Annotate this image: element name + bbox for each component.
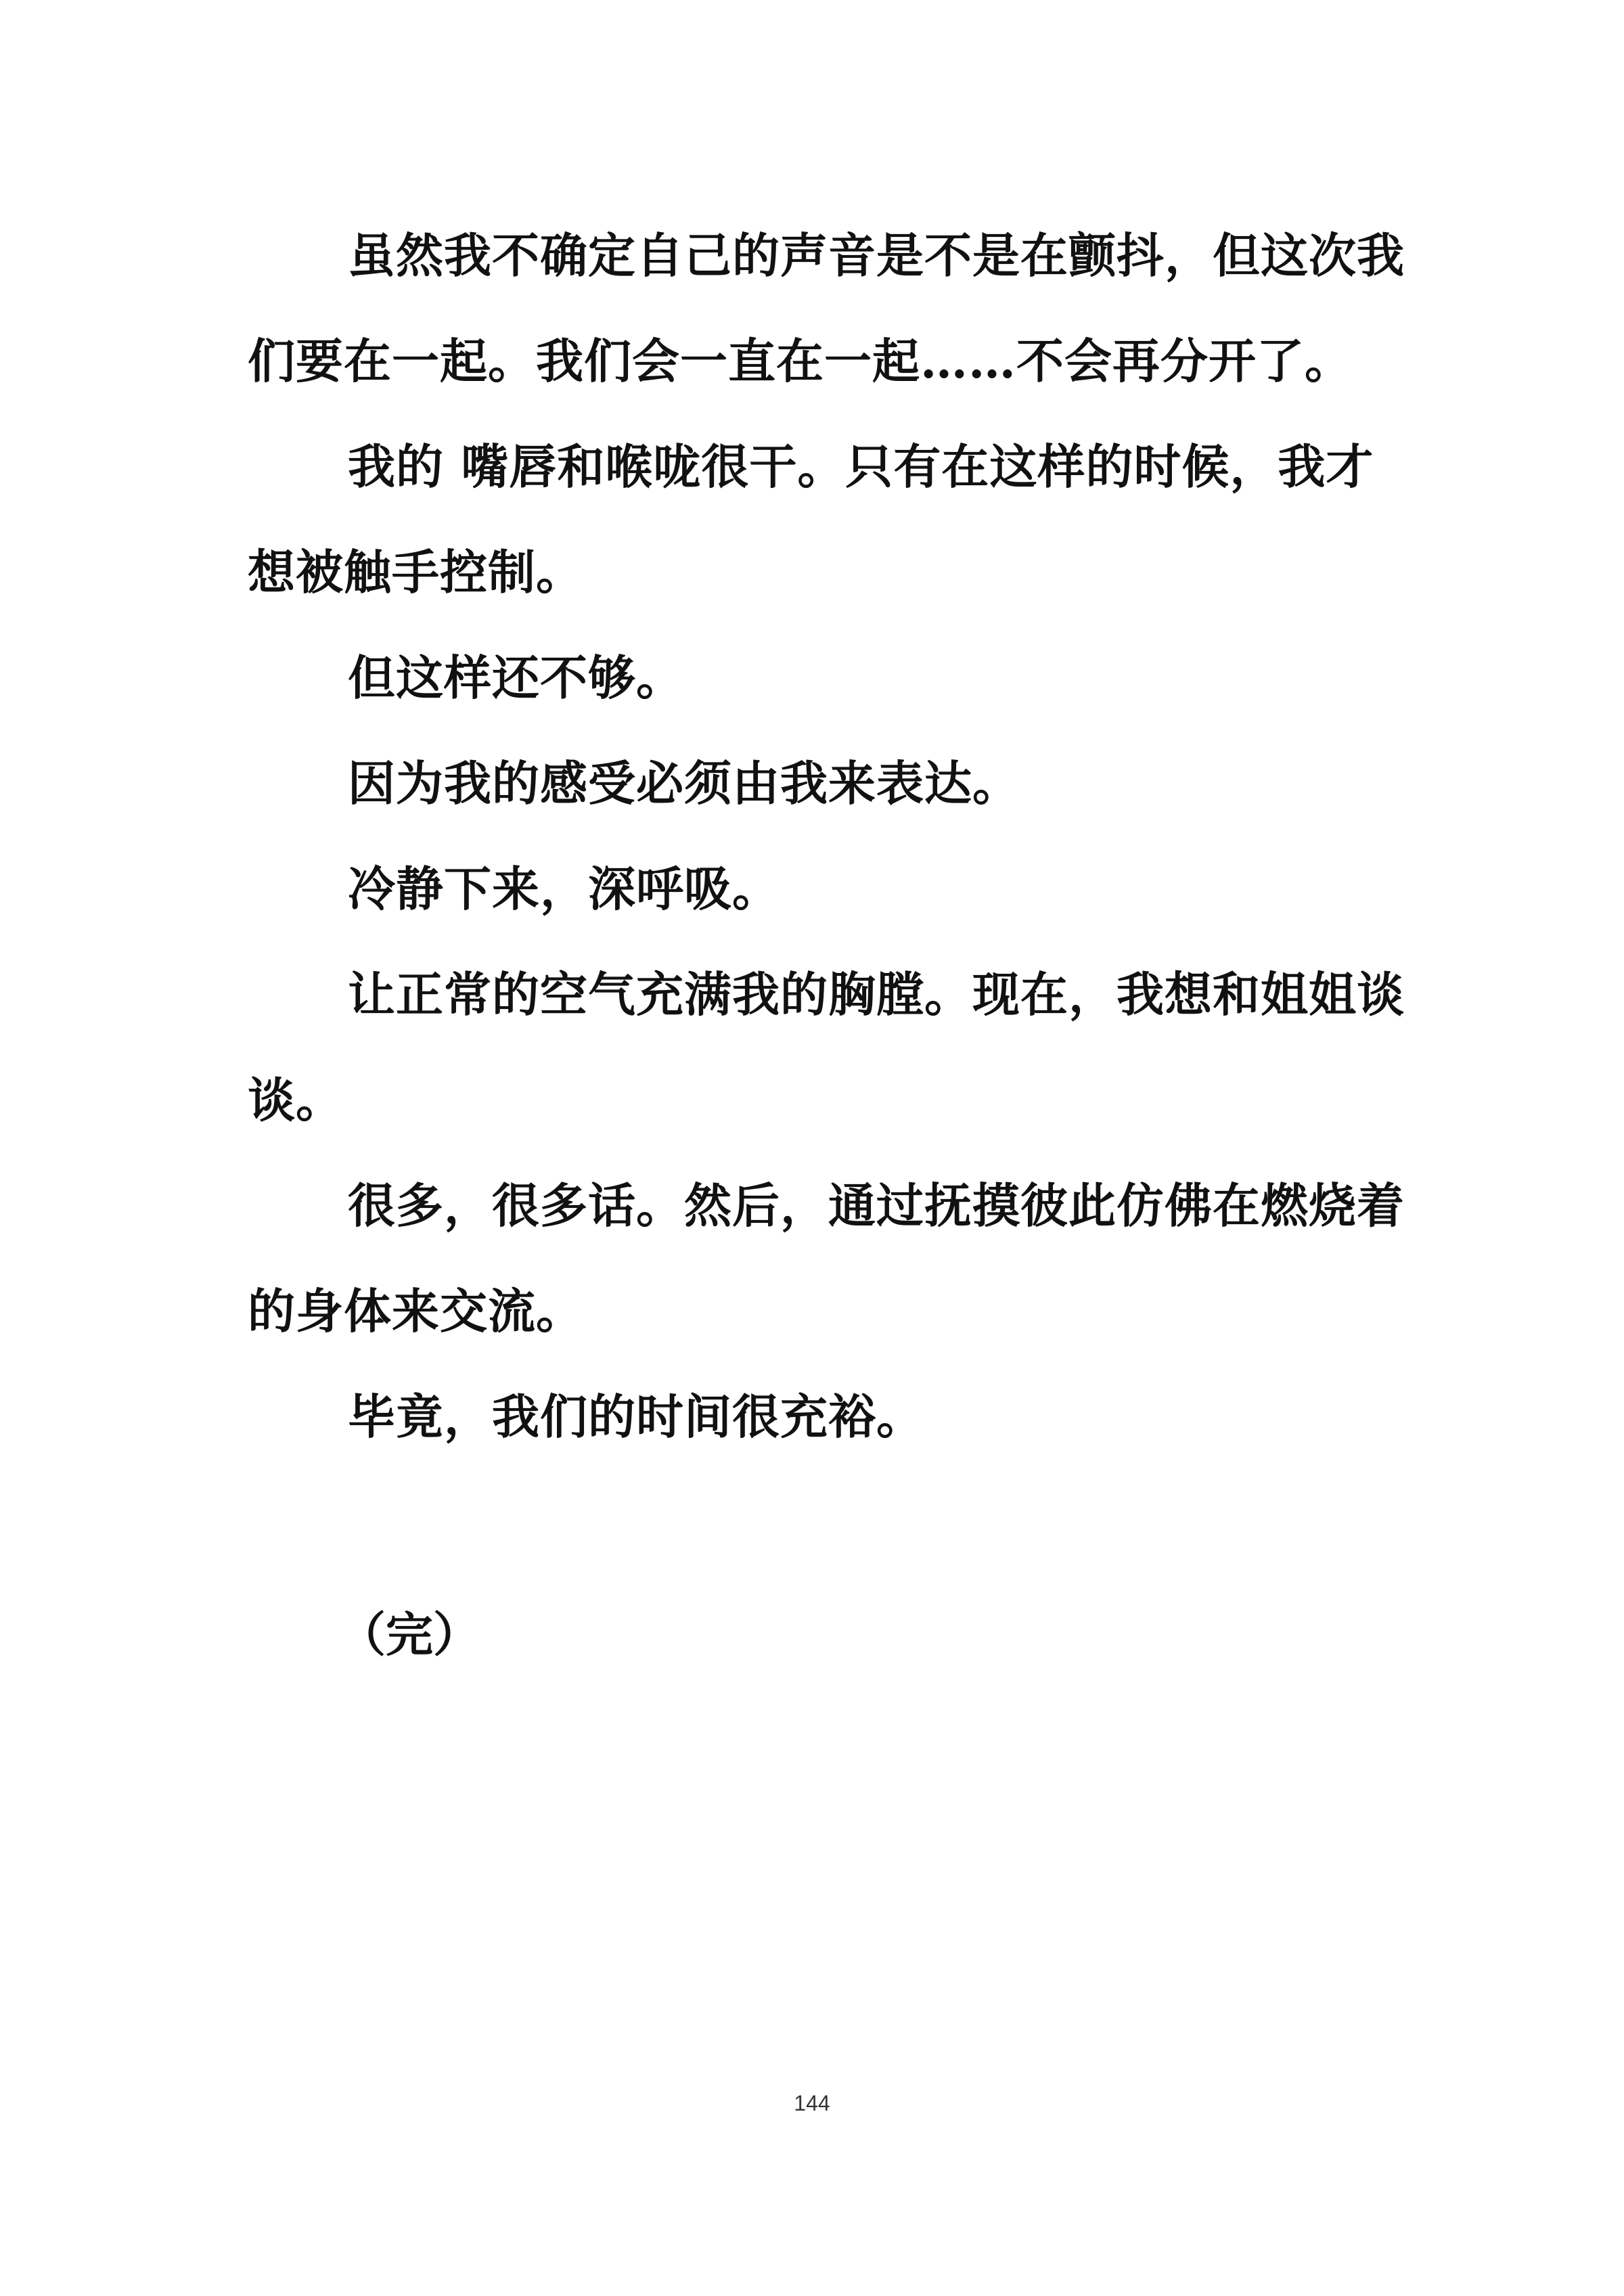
page-number: 144	[794, 2091, 830, 2115]
paragraph-4: 因为我的感受必须由我来表达。	[348, 755, 1020, 811]
end-mark: （完）	[338, 1606, 480, 1663]
paragraph-6: 让正常的空气充满我的胸膛。现在，我想和姐姐谈谈。	[248, 966, 1405, 1128]
paragraph-8: 毕竟，我们的时间很充裕。	[348, 1389, 924, 1445]
paragraph-5: 冷静下来，深呼吸。	[348, 861, 780, 917]
body-text	[248, 203, 1412, 1470]
paragraph-7: 很多，很多话。然后，通过抚摸彼此仿佛在燃烧着的身体来交流。	[248, 1177, 1405, 1339]
paragraph-2: 我的 嘴唇和喉咙很干。只有在这样的时候，我才想被触手控制。	[248, 438, 1374, 600]
paragraph-1: 虽然我不确定自己的声音是不是在颤抖，但这次我们要在一起。我们会一直在一起……不会再分开了。	[248, 227, 1405, 389]
paragraph-3: 但这样还不够。	[348, 650, 684, 706]
